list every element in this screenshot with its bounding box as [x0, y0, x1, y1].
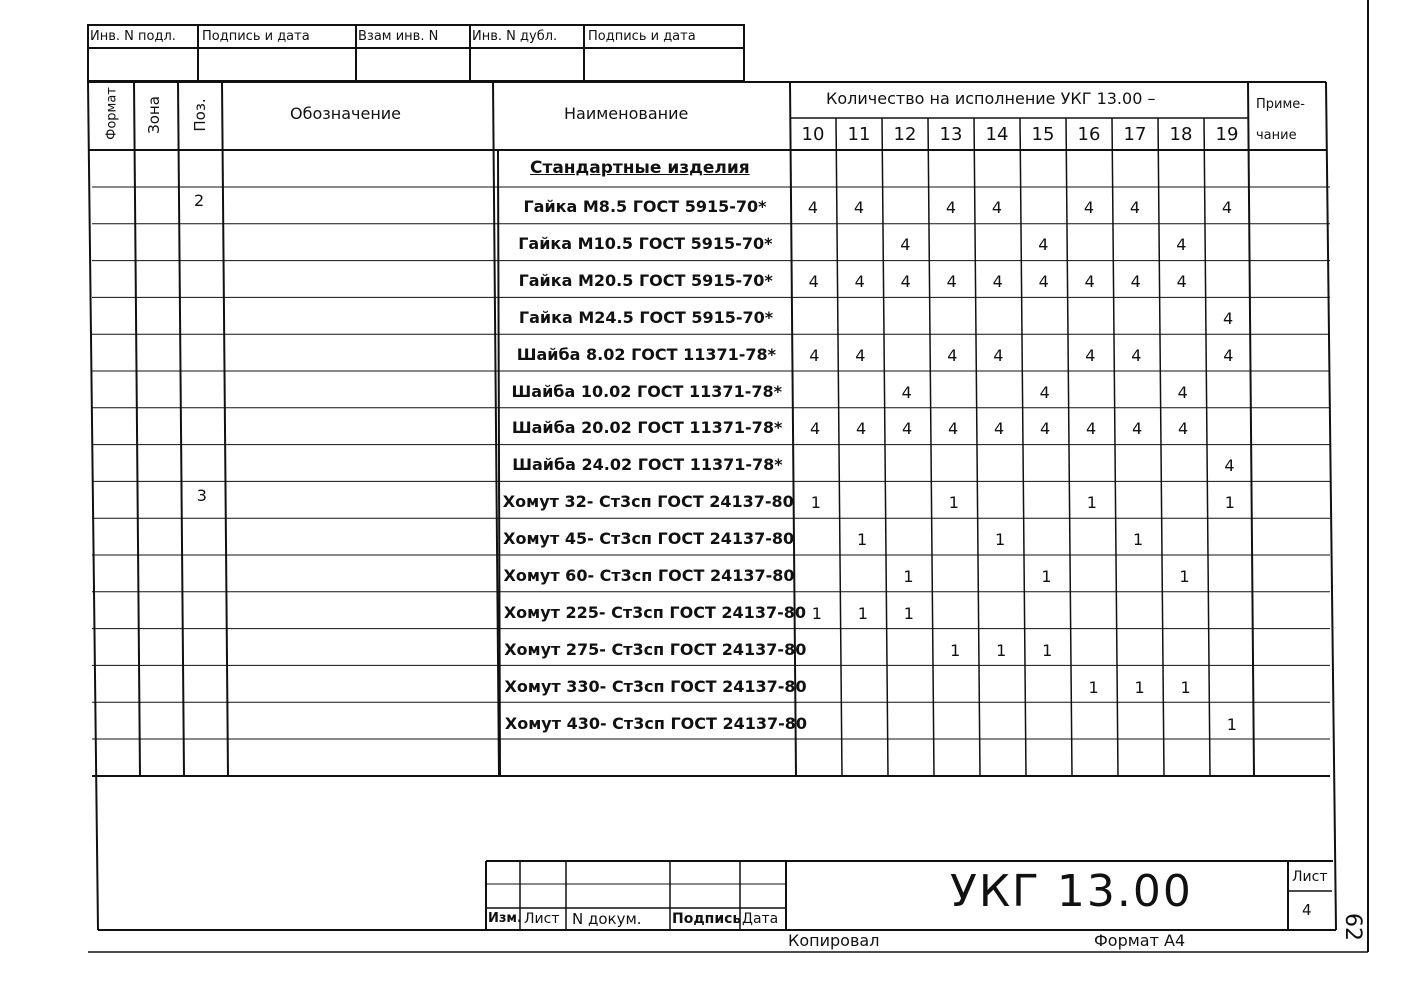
column-header-10: 10 [801, 124, 825, 145]
column-header-18: 18 [1169, 124, 1193, 145]
tb-n-dokum: N докум. [572, 910, 642, 928]
row-qty-13: 1 [950, 640, 961, 660]
row-qty-14: 4 [991, 198, 1003, 217]
row-qty-14: 4 [994, 419, 1005, 439]
row-qty-18: 4 [1176, 234, 1187, 254]
row-qty-14: 1 [995, 530, 1006, 550]
row-qty-15: 4 [1038, 234, 1049, 254]
row-qty-10: 4 [807, 198, 819, 217]
row-qty-18: 4 [1177, 382, 1188, 402]
row-name: Шайба 8.02 ГОСТ 11371-78* [516, 344, 777, 364]
footer-format: Формат А4 [1094, 931, 1186, 950]
row-qty-18: 4 [1178, 419, 1189, 439]
row-qty-12: 1 [903, 567, 914, 586]
row-name: Шайба 24.02 ГОСТ 11371-78* [512, 455, 783, 475]
row-name: Хомут 330- Ст3сп ГОСТ 24137-80 [504, 676, 807, 696]
row-qty-11: 4 [856, 419, 867, 439]
row-name: Хомут 45- Ст3сп ГОСТ 24137-80 [503, 529, 795, 549]
row-qty-11: 4 [855, 345, 866, 365]
header-zone: Зона [145, 96, 163, 134]
row-qty-12: 4 [900, 234, 911, 254]
header-format: Формат [104, 87, 120, 140]
row-qty-10: 4 [809, 345, 820, 365]
column-header-11: 11 [847, 124, 871, 145]
row-qty-17: 4 [1131, 345, 1142, 365]
row-name: Гайка М10.5 ГОСТ 5915-70* [518, 233, 773, 253]
footer-page-number: 62 [1340, 913, 1365, 941]
row-qty-13: 4 [948, 419, 959, 439]
row-qty-12: 4 [900, 271, 911, 291]
row-name: Хомут 430- Ст3сп ГОСТ 24137-80 [504, 713, 808, 733]
row-qty-19: 4 [1223, 345, 1234, 365]
column-header-16: 16 [1077, 124, 1101, 145]
stamp-label-podpis-data-2: Подпись и дата [588, 29, 696, 44]
row-name: Хомут 225- Ст3сп ГОСТ 24137-80 [503, 602, 806, 622]
row-qty-10: 4 [810, 419, 821, 439]
row-name: Гайка М20.5 ГОСТ 5915-70* [518, 270, 773, 290]
tb-list: Лист [524, 911, 560, 927]
row-qty-16: 1 [1088, 677, 1099, 697]
row-qty-16: 4 [1083, 198, 1095, 217]
column-header-13: 13 [939, 124, 963, 145]
doc-code: УКГ 13.00 [950, 866, 1193, 917]
row-qty-17: 4 [1132, 419, 1143, 439]
row-name: Шайба 10.02 ГОСТ 11371-78* [511, 381, 782, 401]
row-qty-13: 4 [946, 271, 957, 291]
row-qty-18: 4 [1176, 271, 1187, 291]
stamp-label-inv-podl: Инв. N подл. [90, 29, 176, 44]
tb-sheet-number: 4 [1302, 901, 1312, 919]
row-qty-17: 4 [1130, 271, 1141, 291]
tb-sheet-label: Лист [1292, 869, 1328, 885]
header-name: Наименование [564, 104, 689, 123]
row-name: Шайба 20.02 ГОСТ 11371-78* [511, 418, 783, 438]
row-qty-18: 1 [1179, 567, 1190, 586]
section-title: Стандартные изделия [530, 158, 750, 178]
row-qty-13: 4 [945, 198, 957, 217]
row-qty-11: 4 [853, 198, 865, 217]
row-qty-16: 1 [1086, 493, 1097, 513]
column-header-19: 19 [1215, 124, 1239, 145]
row-qty-19: 1 [1224, 493, 1235, 513]
row-qty-13: 1 [948, 493, 959, 513]
stamp-label-vzam-inv: Взам инв. N [358, 29, 439, 44]
row-qty-17: 1 [1133, 530, 1144, 550]
header-quantity-title: Количество на исполнение УКГ 13.00 – [826, 89, 1156, 108]
row-qty-12: 4 [901, 382, 912, 402]
footer-copied: Копировал [788, 931, 880, 950]
row-qty-16: 4 [1084, 271, 1095, 291]
row-qty-19: 4 [1221, 198, 1233, 217]
stamp-label-podpis-data: Подпись и дата [202, 29, 310, 44]
row-qty-14: 1 [996, 640, 1007, 660]
row-pos: 2 [194, 191, 205, 210]
row-name: Гайка М24.5 ГОСТ 5915-70* [518, 307, 774, 327]
header-note-line1: Приме- [1256, 97, 1305, 112]
tb-data: Дата [742, 911, 779, 927]
row-qty-16: 4 [1085, 345, 1096, 365]
row-qty-16: 4 [1086, 419, 1097, 439]
row-qty-15: 4 [1039, 382, 1050, 402]
row-name: Хомут 32- Ст3сп ГОСТ 24137-80 [502, 492, 794, 512]
row-name: Хомут 275- Ст3сп ГОСТ 24137-80 [504, 639, 807, 659]
row-qty-17: 4 [1129, 198, 1141, 217]
row-qty-14: 4 [993, 345, 1004, 365]
row-qty-11: 4 [854, 271, 865, 291]
header-note-line2: чание [1256, 128, 1297, 143]
row-qty-11: 1 [857, 530, 868, 550]
row-pos: 3 [196, 486, 207, 506]
column-header-15: 15 [1031, 124, 1055, 145]
row-qty-12: 4 [902, 419, 913, 439]
row-qty-10: 1 [810, 493, 821, 513]
column-header-14: 14 [985, 124, 1009, 145]
row-qty-18: 1 [1180, 677, 1191, 697]
header-pos: Поз. [191, 98, 209, 132]
column-header-17: 17 [1123, 124, 1147, 145]
row-qty-15: 1 [1041, 567, 1052, 586]
row-qty-15: 1 [1042, 640, 1053, 660]
row-qty-19: 4 [1222, 308, 1234, 328]
column-header-12: 12 [893, 124, 917, 145]
header-designation: Обозначение [290, 104, 402, 123]
row-name: Гайка М8.5 ГОСТ 5915-70* [523, 197, 767, 216]
row-qty-15: 4 [1038, 271, 1049, 291]
row-qty-19: 1 [1226, 714, 1237, 734]
stamp-label-inv-dubl: Инв. N дубл. [472, 29, 558, 44]
row-qty-11: 1 [857, 603, 868, 623]
row-qty-14: 4 [992, 271, 1003, 291]
tb-izm: Изм. [488, 911, 522, 926]
tb-podpis: Подпись [672, 911, 742, 927]
row-qty-12: 1 [903, 603, 914, 623]
row-qty-10: 1 [811, 603, 822, 623]
row-name: Хомут 60- Ст3сп ГОСТ 24137-80 [503, 566, 795, 585]
row-qty-13: 4 [947, 345, 958, 365]
row-qty-15: 4 [1040, 419, 1051, 439]
row-qty-19: 4 [1224, 456, 1235, 476]
row-qty-17: 1 [1134, 677, 1145, 697]
row-qty-10: 4 [808, 271, 819, 291]
